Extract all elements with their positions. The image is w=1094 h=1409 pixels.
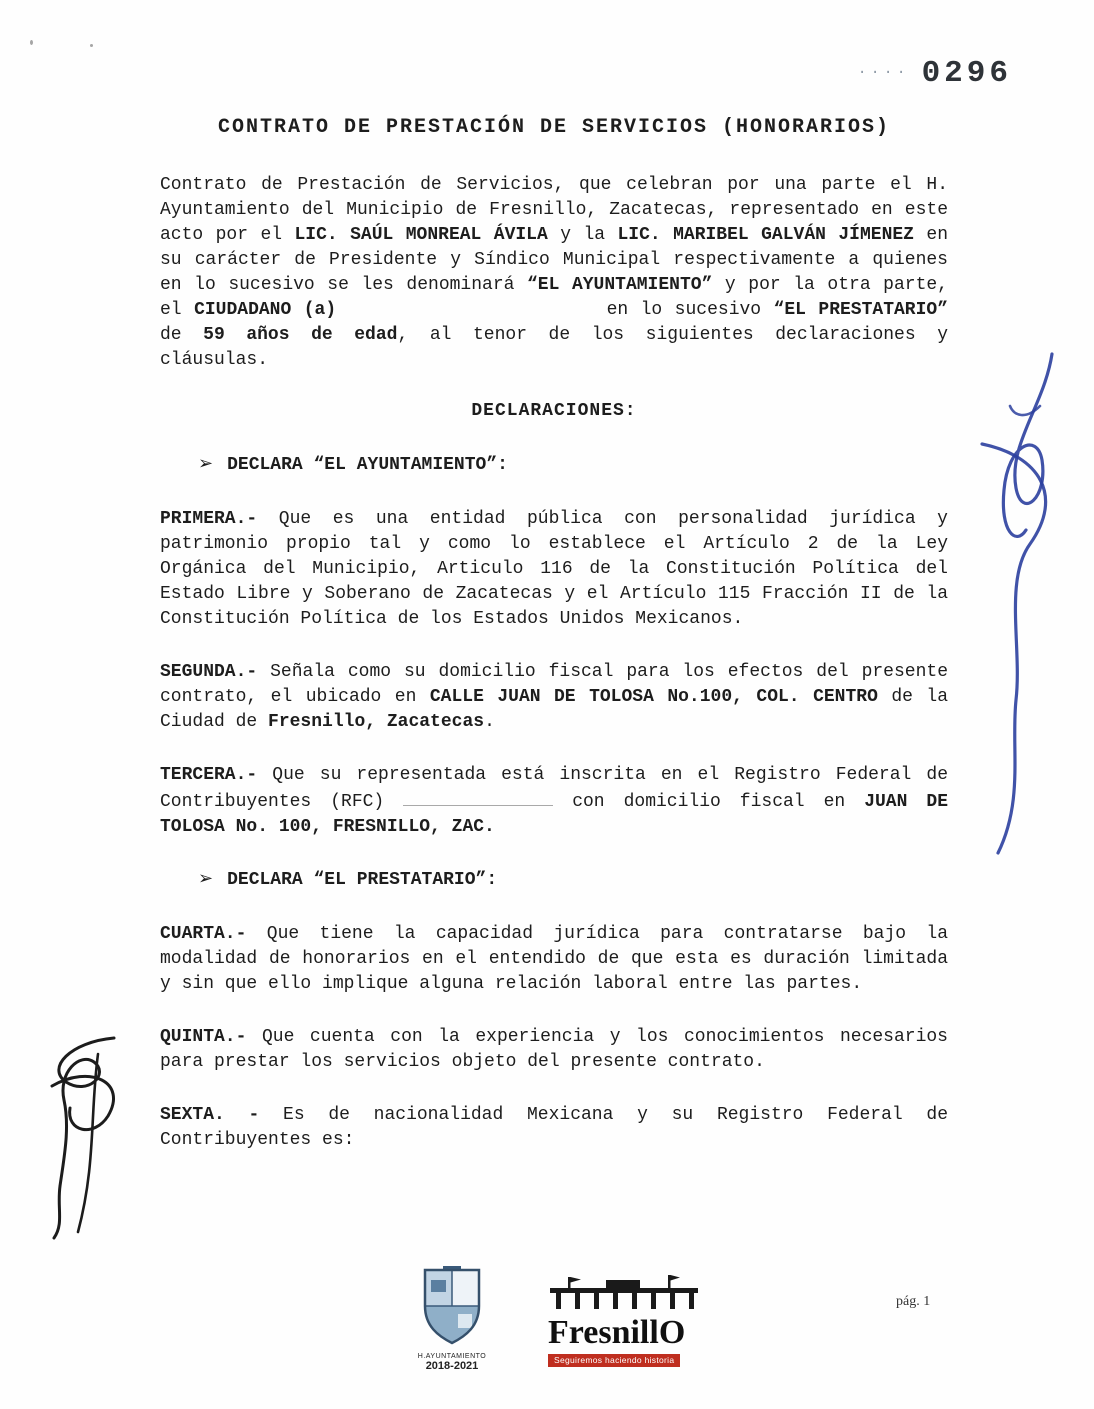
fresnillo-tagline: Seguiremos haciendo historia	[548, 1354, 680, 1367]
handwritten-signature-black	[36, 1028, 146, 1243]
municipal-crest-logo	[410, 1266, 494, 1372]
clause-primera: PRIMERA.- Que es una entidad pública con personalidad jurídica y patrimonio propio tal y como lo establece el Artículo 2 de la Ley Orgánica del Municipio, Articulo 116 de la Constitución Política del Estado Libre y Soberano de Zacatecas y el Artículo 115 Fracción II de la Constitución Política de los Estados Unidos Mexicanos.	[160, 509, 948, 629]
arrow-bullet-icon: ➢	[198, 868, 214, 889]
clause-sexta: SEXTA. - Es de nacionalidad Mexicana y su Registro Federal de Contribuyentes es:	[160, 1105, 948, 1150]
fresnillo-wordmark: FresnillO	[548, 1314, 686, 1351]
document-title: CONTRATO DE PRESTACIÓN DE SERVICIOS (HONORARIOS)	[217, 116, 891, 139]
crest-shield-icon	[419, 1266, 485, 1346]
crest-caption: H.AYUNTAMIENTO	[417, 1353, 487, 1360]
page-number: pág. 1	[896, 1294, 931, 1309]
folio-stamp-marks: ....	[857, 61, 910, 78]
declaration-heading-label: DECLARA “EL PRESTATARIO”:	[227, 870, 498, 890]
clause-segunda: SEGUNDA.- Señala como su domicilio fiscal para los efectos del presente contrato, el ubicado en CALLE JUAN DE TOLOSA No.100, COL. CENTRO de la Ciudad de Fresnillo, Zacatecas.	[160, 662, 948, 732]
scan-speck	[90, 44, 93, 47]
folio-number: 0296	[921, 56, 1012, 91]
clause-cuarta: CUARTA.- Que tiene la capacidad jurídica para contratarse bajo la modalidad de honorarios en el entendido de que esta es duración limitada y sin que ello implique alguna relación laboral entre las partes.	[160, 924, 948, 994]
intro-paragraph: Contrato de Prestación de Servicios, que celebran por una parte el H. Ayuntamiento del Municipio de Fresnillo, Zacatecas, representado en este acto por el LIC. SAÚL MONREAL ÁVILA y la LIC. MARIBEL GALVÁN JÍMENEZ en su carácter de Presidente y Síndico Municipal respectivamente a quienes en lo sucesivo se les denominará “EL AYUNTAMIENTO” y por la otra parte, el CIUDADANO (a) en lo sucesivo “EL PRESTATARIO” de 59 años de edad, al tenor de los siguientes declaraciones y cláusulas.	[160, 175, 949, 370]
declaration-heading-prestatario	[160, 868, 948, 890]
document-body	[160, 116, 948, 1181]
declaraciones-heading: DECLARACIONES:	[471, 401, 637, 421]
fresnillo-brand-logo	[548, 1272, 728, 1368]
folio-stamp	[858, 56, 1012, 91]
crest-years: 2018-2021	[425, 1360, 479, 1372]
fresnillo-building-icon	[548, 1272, 700, 1310]
arrow-bullet-icon: ➢	[198, 453, 214, 474]
scan-speck	[30, 40, 33, 45]
clause-tercera: TERCERA.- Que su representada está inscrita en el Registro Federal de Contribuyentes (RFC) con domicilio fiscal en JUAN DE TOLOSA No. 100, FRESNILLO, ZAC.	[160, 765, 949, 837]
declaration-heading-label: DECLARA “EL AYUNTAMIENTO”:	[227, 455, 508, 475]
clause-quinta: QUINTA.- Que cuenta con la experiencia y los conocimientos necesarios para prestar los servicios objeto del presente contrato.	[160, 1027, 948, 1072]
declaration-heading-ayuntamiento	[160, 453, 948, 475]
handwritten-signature-blue	[956, 348, 1076, 863]
